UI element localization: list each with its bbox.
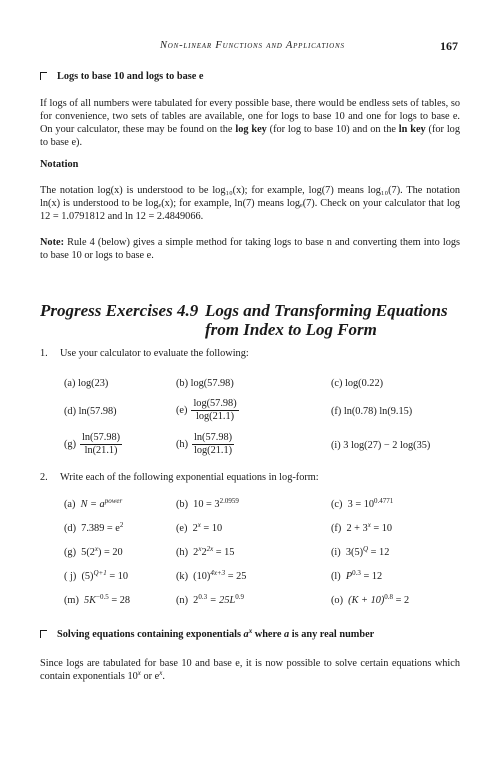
section-heading-text: Logs to base 10 and logs to base e [57, 71, 204, 82]
q2-item-d [64, 523, 123, 534]
item-label: (b) [176, 499, 189, 510]
fraction-numerator: log(57.98) [193, 398, 237, 409]
item-label: (h) [176, 438, 189, 450]
fraction [192, 432, 234, 457]
paragraph-part: Since logs are tabulated for base 10 and base e, it is now possible to solve certain equations which contain exponentials 10 [40, 658, 460, 682]
item-label: (a) [64, 499, 76, 510]
q2-item-o [331, 595, 409, 606]
expr: N = a [80, 499, 105, 510]
q2-item-l [331, 571, 382, 582]
q1-item-d: (d) ln(57.98) [64, 406, 117, 417]
q2-item-i [331, 547, 389, 558]
item-label: (m) [64, 595, 79, 606]
item-label: (i) [331, 547, 341, 558]
question-number: 2. [40, 472, 48, 483]
page-number: 167 [440, 39, 458, 53]
exponent: x [197, 521, 201, 529]
exponent: 0.8 [384, 593, 394, 601]
exponent: x [159, 669, 163, 677]
question-number: 1. [40, 348, 48, 359]
q2-item-b [176, 499, 239, 510]
expr: = 12 [360, 571, 383, 582]
exponent: x [137, 669, 141, 677]
expr: 2 [193, 547, 199, 558]
expr: 5K [84, 595, 97, 606]
q2-item-f [331, 523, 392, 534]
exercise-title-line-1: Logs and Transforming Equations [205, 301, 448, 320]
question-text: Use your calculator to evaluate the following: [60, 348, 249, 359]
heading-part: Solving equations containing exponentials [57, 629, 244, 640]
heading-var: a [243, 629, 249, 640]
expr: = 25 [225, 571, 247, 582]
expr: (5) [81, 571, 94, 582]
expr: (K + 10) [348, 595, 385, 606]
paragraph-part: . [162, 671, 165, 682]
expr: 3(5) [345, 547, 364, 558]
item-label: (c) [331, 499, 343, 510]
exponent: Q [363, 545, 369, 553]
exponent: 0.4771 [374, 497, 394, 505]
exercise-title-line-2: from Index to Log Form [205, 320, 377, 339]
item-label: ( j) [64, 571, 77, 582]
expr: 2 [201, 547, 207, 558]
paragraph-part: If logs of all numbers were tabulated for every possible base, there would be endless sets of tables, so for convenience, two sets of tables are available, one for logs to base 10 and one for logs to base e. On your calculator, these may be found on the [40, 98, 460, 135]
q2-item-n [176, 595, 244, 606]
paragraph-logs-tables [40, 97, 460, 149]
expr: ) = 20 [98, 547, 123, 558]
fraction [191, 398, 238, 423]
expr: 7.389 = e [81, 523, 120, 534]
q1-item-h [176, 432, 234, 457]
q1-item-a: (a) log(23) [64, 378, 109, 389]
q1-item-b: (b) log(57.98) [176, 378, 234, 389]
q2-item-c [331, 499, 393, 510]
fraction-numerator: ln(57.98) [82, 432, 121, 443]
item-label: (n) [176, 595, 189, 606]
fraction-numerator: ln(57.98) [194, 432, 233, 443]
exponent: x [94, 545, 99, 553]
expr: = 10 [370, 523, 393, 534]
exponent: −0.5 [96, 593, 109, 601]
paragraph-part: or e [140, 671, 160, 682]
exponent: 4x+3 [210, 569, 226, 577]
item-label: (g) [64, 547, 77, 558]
exponent: x [367, 521, 371, 529]
notation-paragraph: The notation log(x) is understood to be log₁₀(x); for example, log(7) means log₁₀(7). The notation ln(x) is understood to be logₑ(x); for example, ln(7) means logₑ(7). Check on your calculator that log 12 = 1.0791812 and ln 12 = 2.4849066. [40, 185, 460, 222]
expr: 2 + 3 [346, 523, 368, 534]
expr: 2 [192, 523, 198, 534]
item-label: (h) [176, 547, 189, 558]
section-heading-logs [40, 71, 203, 82]
section-marker-icon [40, 72, 47, 80]
item-label: (d) [64, 523, 77, 534]
paragraph-solving [40, 657, 460, 683]
expr: = 10 [200, 523, 223, 534]
heading-exponent: x [248, 627, 253, 635]
expr: P [345, 571, 353, 582]
q2-item-a [64, 499, 122, 510]
exponent: x [198, 545, 202, 553]
expr: = 12 [368, 547, 390, 558]
heading-var: a [284, 629, 290, 640]
fraction-denominator: ln(21.1) [84, 445, 118, 456]
exponent: 0.9 [235, 593, 244, 601]
question-1 [40, 348, 249, 359]
q2-item-g [64, 547, 123, 558]
note-paragraph [40, 236, 460, 262]
q1-item-g [64, 432, 122, 457]
exponent: 0.3 [352, 569, 361, 577]
exponent: 2 [119, 521, 124, 529]
item-label: (e) [176, 404, 188, 416]
expr: 3 = 10 [347, 499, 374, 510]
fraction-denominator: log(21.1) [196, 411, 235, 422]
expr: = 10 [106, 571, 129, 582]
exercise-title-number: Progress Exercises 4.9 [40, 301, 199, 320]
q1-item-e [176, 398, 239, 423]
fraction [80, 432, 122, 457]
q2-item-j [64, 571, 128, 582]
q1-item-i: (i) 3 log(27) − 2 log(35) [331, 440, 431, 451]
q2-item-h [176, 547, 234, 558]
fraction-denominator: log(21.1) [194, 445, 233, 456]
expr: = 28 [108, 595, 131, 606]
expr: 10 = 3 [193, 499, 220, 510]
exponent: 2x [206, 545, 214, 553]
heading-part: where [252, 629, 285, 640]
note-label: Note: [40, 237, 65, 248]
item-label: (l) [331, 571, 341, 582]
section-marker-icon [40, 630, 47, 638]
exponent: power [104, 497, 123, 505]
ln-key-term: ln key [398, 124, 426, 135]
q2-item-e [176, 523, 222, 534]
item-label: (f) [331, 523, 342, 534]
item-label: (g) [64, 438, 77, 450]
paragraph-part: (for log to base 10) and on the [266, 124, 399, 135]
expr: 5(2 [81, 547, 95, 558]
item-label: (k) [176, 571, 189, 582]
q1-item-c: (c) log(0.22) [331, 378, 384, 389]
item-label: (o) [331, 595, 344, 606]
expr: 2 [193, 595, 199, 606]
section-heading-solving [40, 629, 374, 640]
q1-item-f: (f) ln(0.78) ln(9.15) [331, 406, 413, 417]
expr: (10) [193, 571, 211, 582]
item-label: (e) [176, 523, 188, 534]
expr: = 15 [213, 547, 235, 558]
notation-heading: Notation [40, 159, 79, 170]
expr: = 2 [393, 595, 410, 606]
page-header [0, 40, 500, 56]
log-key-term: log key [235, 124, 267, 135]
question-2 [40, 472, 319, 483]
exponent: 2.0959 [219, 497, 239, 505]
note-text: Rule 4 (below) gives a simple method for taking logs to base n and converting them into logs to base 10 or logs to base e. [40, 237, 460, 261]
exponent: Q+1 [93, 569, 107, 577]
q2-item-k [176, 571, 246, 582]
paragraph-part: (for log to base e). [40, 124, 460, 148]
q2-item-m [64, 595, 130, 606]
question-text: Write each of the following exponential equations in log-form: [60, 472, 319, 483]
heading-part: is any real number [289, 629, 375, 640]
exponent: 0.3 [198, 593, 208, 601]
expr: = 25L [207, 595, 236, 606]
running-title: Non-linear Functions and Applications [160, 40, 345, 51]
